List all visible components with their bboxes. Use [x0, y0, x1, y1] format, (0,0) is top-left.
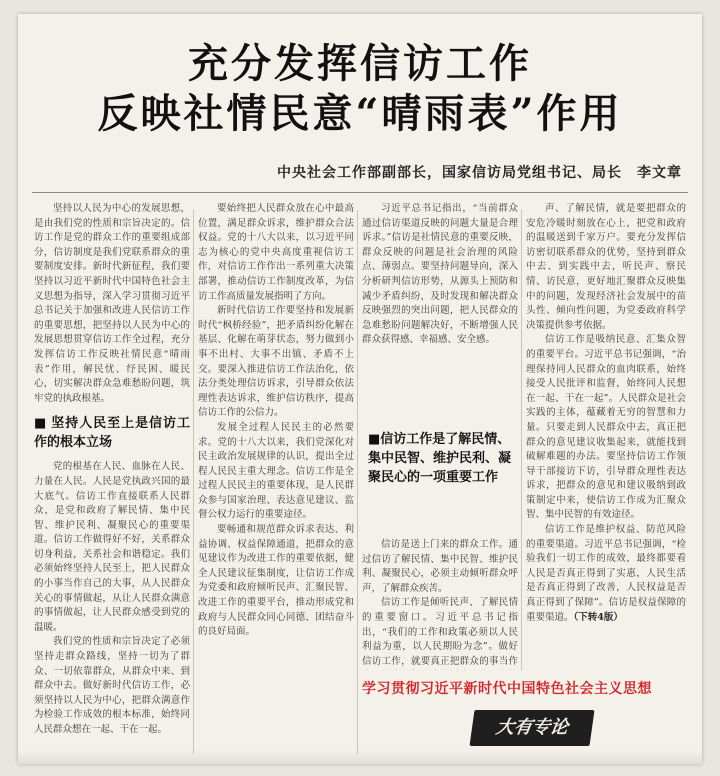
column-divider	[193, 210, 194, 754]
paragraph: 坚持以人民为中心的发展思想，是由我们党的性质和宗旨决定的。信访工作是党的群众工作的重要组成部分，信访制度是我们党联系群众的重要制度安排。新时代新征程，我们要坚持以习近平新时代中国特色社会主义思想为指导，深入学习贯彻习近平总书记关于加强和改进人民信访工作的重要思想，把坚持以人民为中心的发展思想贯穿信访工作全过程，充分发挥信访工作反映社情民意“晴雨表”作用，解民忧、纾民困、暖民心，切实解决群众急难愁盼问题，筑牢党的执政根基。	[34, 203, 190, 404]
column-1	[34, 202, 190, 754]
paragraph: 发展全过程人民民主的必然要求。党的十八大以来，我们党深化对民主政治发展规律的认识，提出全过程人民民主重大理念。信访工作是全过程人民民主的重要体现，是人民群众参与国家治理、表达意见建议、监督公权力运行的重要途径。	[198, 421, 354, 521]
column-3-top	[362, 202, 518, 420]
bullet-icon: ■	[34, 416, 48, 432]
section-subhead	[34, 414, 190, 452]
continued-note: （下转4版）	[573, 611, 623, 623]
page-shadow	[18, 750, 702, 764]
paragraph: 信访工作是吸纳民意、汇集众智的重要平台。习近平总书记强调，“治理保持同人民群众的血肉联系，始终接受人民批评和监督，始终同人民想在一起、干在一起”。人民群众是社会实践的主体，蕴藏着无穷的智慧和力量。只要走到人民群众中去，真正把群众的意见建议收集起来，就能找到破解难题的办法。要坚持信访工作领导干部接访下访，引导群众理性表达诉求，把群众的意见和建议吸纳到政策制定中来，使信访工作成为汇聚众智、集中民智的有效途径。	[526, 334, 686, 521]
paragraph: 要畅通和规范群众诉求表达、利益协调、权益保障通道，把群众的意见建议作为改进工作的重要依据，健全人民建议征集制度，让信访工作成为党委和政府倾听民声、汇聚民智、改进工作的重要平台，推动形成党和政府与人民群众同心同德、团结奋斗的良好局面。	[198, 524, 354, 638]
column-2	[198, 202, 354, 754]
paragraph: 习近平总书记指出，“当前群众通过信访渠道反映的问题大量是合理诉求。”信访是社情民意的重要反映，群众反映的问题是社会治理的风险点、薄弱点。要坚持问题导向，深入分析研判信访形势，从源头上预防和减少矛盾纠纷，及时发现和解决群众反映强烈的突出问题，把人民群众的急难愁盼问题解决好，不断增强人民群众获得感、幸福感、安全感。	[362, 203, 518, 346]
newspaper-page	[18, 14, 702, 764]
subhead-text: 坚持人民至上是信访工作的根本立场	[34, 416, 190, 451]
title-line-2: 反映社情民意“晴雨表”作用	[97, 90, 623, 137]
paragraph-text: 信访工作是维护权益、防范风险的重要渠道。习近平总书记强调，“检验我们一切工作的成效，最终都要看人民是否真正得到了实惠，人民生活是否真正得到了改善，人民权益是否真正得到了保障”。信访是权益保障的重要渠道。	[526, 524, 686, 623]
column-logo: 大有专论	[469, 710, 594, 746]
paragraph: 我们党的性质和宗旨决定了必须坚持走群众路线，坚持一切为了群众、一切依靠群众，从群众中来、到群众中去。做好新时代信访工作，必须坚持以人民为中心，把群众满意作为检验工作成效的根本标准，始终同人民群众想在一起、干在一起。	[34, 636, 190, 735]
bullet-icon: ■	[368, 432, 381, 447]
column-divider	[357, 210, 358, 754]
paragraph	[526, 523, 686, 625]
column-3-bottom	[362, 538, 518, 670]
author-byline: 中央社会工作部副部长，国家信访局党组书记、局长 李文章	[277, 165, 682, 181]
paragraph: 信访工作是倾听民声、了解民情的重要窗口。习近平总书记指出，“我们的工作和政策必须以人民利益为重，以人民期盼为念”。做好信访工作，就要真正把群众的事当作	[362, 597, 518, 667]
paragraph: 声、了解民情，就是要把群众的安危冷暖时刻放在心上，把党和政府的温暖送到千家万户。要充分发挥信访密切联系群众的优势，坚持到群众中去、到实践中去，听民声、察民情、访民意，更好地汇聚群众反映集中的问题，发现经济社会发展中的苗头性、倾向性问题，为党委政府科学决策提供参考依据。	[526, 203, 686, 331]
paragraph: 要始终把人民群众放在心中最高位置，满足群众诉求，维护群众合法权益。党的十八大以来，以习近平同志为核心的党中央高度重视信访工作，对信访工作作出一系列重大决策部署，推动信访工作制度改革，为信访工作高质量发展指明了方向。	[198, 203, 354, 302]
column-4	[526, 202, 686, 754]
paragraph: 党的根基在人民、血脉在人民、力量在人民。人民是党执政兴国的最大底气。信访工作直接联系人民群众，是党和政府了解民情、集中民智、维护民利、凝聚民心的重要渠道。信访工作做得好不好，关系群众切身利益，关系社会和谐稳定。我们必须始终坚持人民至上，把人民群众的小事当作自己的大事，从人民群众关心的事情做起，从让人民群众满意的事情做起，让人民群众感受到党的温暖。	[34, 461, 190, 633]
section-subhead-2	[368, 430, 516, 487]
paragraph: 新时代信访工作要坚持和发展新时代“枫桥经验”，把矛盾纠纷化解在基层、化解在萌芽状态，努力做到小事不出村、大事不出镇、矛盾不上交。要深入推进信访工作法治化，依法分类处理信访诉求，引导群众依法理性表达诉求，维护信访秩序，提高信访工作的公信力。	[198, 305, 354, 419]
column-divider	[521, 210, 522, 670]
series-banner: 学习贯彻习近平新时代中国特色社会主义思想	[362, 681, 652, 697]
subhead-text: 信访工作是了解民情、集中民智、维护民利、凝聚民心的一项重要工作	[368, 432, 512, 485]
paragraph: 信访是送上门来的群众工作。通过信访了解民情、集中民智、维护民利、凝聚民心，必须主动倾听群众呼声，了解群众疾苦。	[362, 539, 518, 594]
title-line-1: 充分发挥信访工作	[188, 40, 532, 87]
header-divider	[32, 192, 688, 193]
